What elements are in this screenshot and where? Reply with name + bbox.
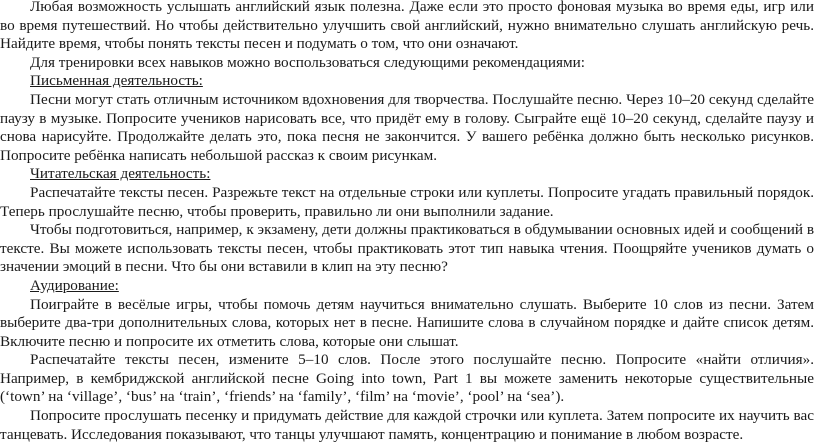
intro-recommendations: Для тренировки всех навыков можно воспользоваться следующими рекомендациями: [30,53,585,71]
listening-paragraph-1: Поиграйте в весёлые игры, чтобы помочь детям научиться внимательно слушать. Выберите 10 слов из песни. Затем выберите два-три дополнительных слова, которых нет в песне. Напишите слова в случайном порядке и дайте список детям. Включите песню и попросите их отметить слова, которые они слышат. [0,295,814,350]
writing-paragraph: Песни могут стать отличным источником вдохновения для творчества. Послушайте песню. Через 10–20 секунд сделайте паузу в музыке. Попросите учеников нарисовать все, что придёт ему в голову. Сыграйте ещё 10–20 секунд, сделайте паузу и снова нарисуйте. Продолжайте делать это, пока песня не закончится. У вашего ребёнка должно быть несколько рисунков. Попросите ребёнка написать небольшой рассказ к своим рисункам. [0,90,814,164]
reading-heading: Читательская деятельность: [30,165,211,183]
listening-heading: Аудирование: [30,276,119,294]
listening-paragraph-2: Распечатайте тексты песен, измените 5–10 слов. После этого послушайте песню. Попросите «найти отличия». Например, в кембриджской английской песне Going into town, Part 1 вы можете заменить некоторые существительные (‘town’ на ‘village’, ‘bus’ на ‘train’, ‘friends’ на ‘family’, ‘film’ на ‘movie’, ‘pool’ на ‘sea’). [0,351,814,406]
writing-heading: Письменная деятельность: [30,72,203,90]
reading-paragraph-2: Чтобы подготовиться, например, к экзамену, дети должны практиковаться в обдумывании основных идей и сообщений в тексте. Вы можете использовать тексты песен, чтобы практиковать этот тип навыка чтения. Поощряйте учеников думать о значении эмоций в песни. Что бы они вставили в клип на эту песню? [0,221,814,276]
intro-paragraph: Любая возможность услышать английский язык полезна. Даже если это просто фоновая музыка во время еды, игр или во время путешествий. Но чтобы действительно улучшить свой английский, нужно внимательно слушать английскую речь. Найдите время, чтобы понять тексты песен и подумать о том, что они означают. [0,0,814,53]
listening-paragraph-3: Попросите прослушать песенку и придумать действие для каждой строчки или куплета. Затем попросите их научить вас танцевать. Исследования показывают, что танцы улучшают память, концентрацию и понимание в любом возрасте. [0,407,814,443]
reading-paragraph-1: Распечатайте тексты песен. Разрежьте текст на отдельные строки или куплеты. Попросите угадать правильный порядок. Теперь прослушайте песню, чтобы проверить, правильно ли они выполнили задание. [0,183,814,220]
